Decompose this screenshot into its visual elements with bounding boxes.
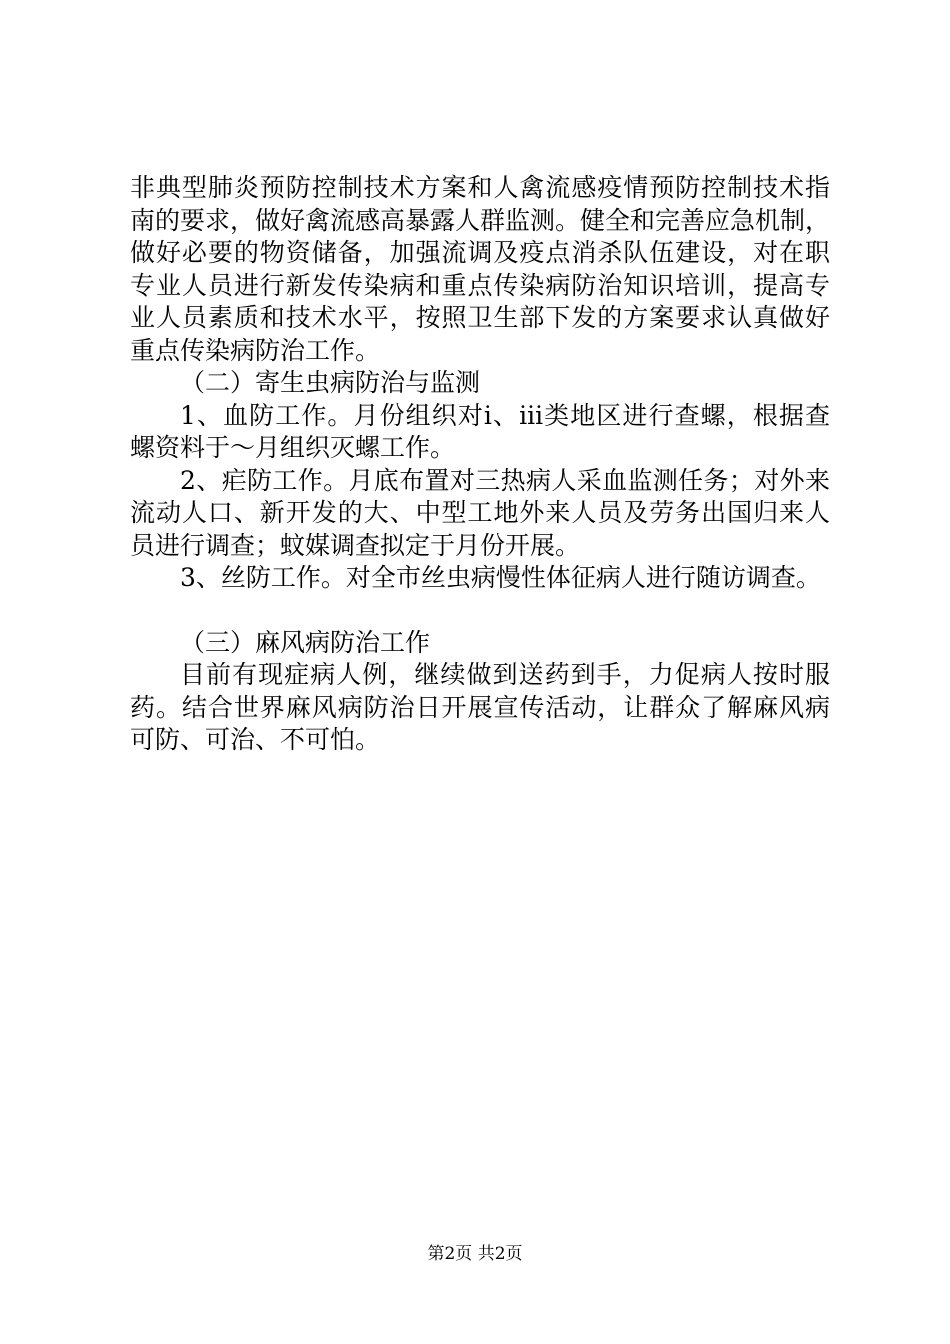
text-line-10: 2、疟防工作。月底布置对三热病人采血监测任务；对外来 xyxy=(180,465,830,495)
text-line-11: 流动人口、新开发的大、中型工地外来人员及劳务出国归来人 xyxy=(130,498,830,527)
text-line-16: 药。结合世界麻风病防治日开展宣传活动，让群众了解麻风病 xyxy=(130,692,830,722)
text-line-15: 目前有现症病人例，继续做到送药到手，力促病人按时服 xyxy=(180,660,830,689)
text-line-9: 螺资料于～月组织灭螺工作。 xyxy=(130,433,456,462)
text-line-17: 可防、可治、不可怕。 xyxy=(130,725,381,754)
document-body xyxy=(130,172,830,757)
text-line-12: 员进行调查；蚊媒调查拟定于月份开展。 xyxy=(130,530,581,560)
section-heading-parasitic: （二）寄生虫病防治与监测 xyxy=(180,368,481,397)
text-line-1: 非典型肺炎预防控制技术方案和人禽流感疫情预防控制技术指 xyxy=(130,173,830,202)
page-footer xyxy=(0,1243,950,1265)
text-line-4: 专业人员进行新发传染病和重点传染病防治知识培训，提高专 xyxy=(130,270,830,300)
paragraph-gap xyxy=(130,595,830,627)
text-line-6: 重点传染病防治工作。 xyxy=(130,335,381,365)
text-line-5: 业人员素质和技术水平，按照卫生部下发的方案要求认真做好 xyxy=(130,303,830,332)
page-number-label: 第2页 共2页 xyxy=(427,1244,523,1264)
text-line-13: 3、丝防工作。对全市丝虫病慢性体征病人进行随访调查。 xyxy=(180,563,821,592)
section-heading-leprosy: （三）麻风病防治工作 xyxy=(180,627,431,657)
text-line-3: 做好必要的物资储备，加强流调及疫点消杀队伍建设，对在职 xyxy=(130,238,830,267)
text-line-8: 1、血防工作。月份组织对ⅰ、ⅲ类地区进行查螺，根据查 xyxy=(180,400,830,430)
text-line-2: 南的要求，做好禽流感高暴露人群监测。健全和完善应急机制， xyxy=(130,205,831,235)
